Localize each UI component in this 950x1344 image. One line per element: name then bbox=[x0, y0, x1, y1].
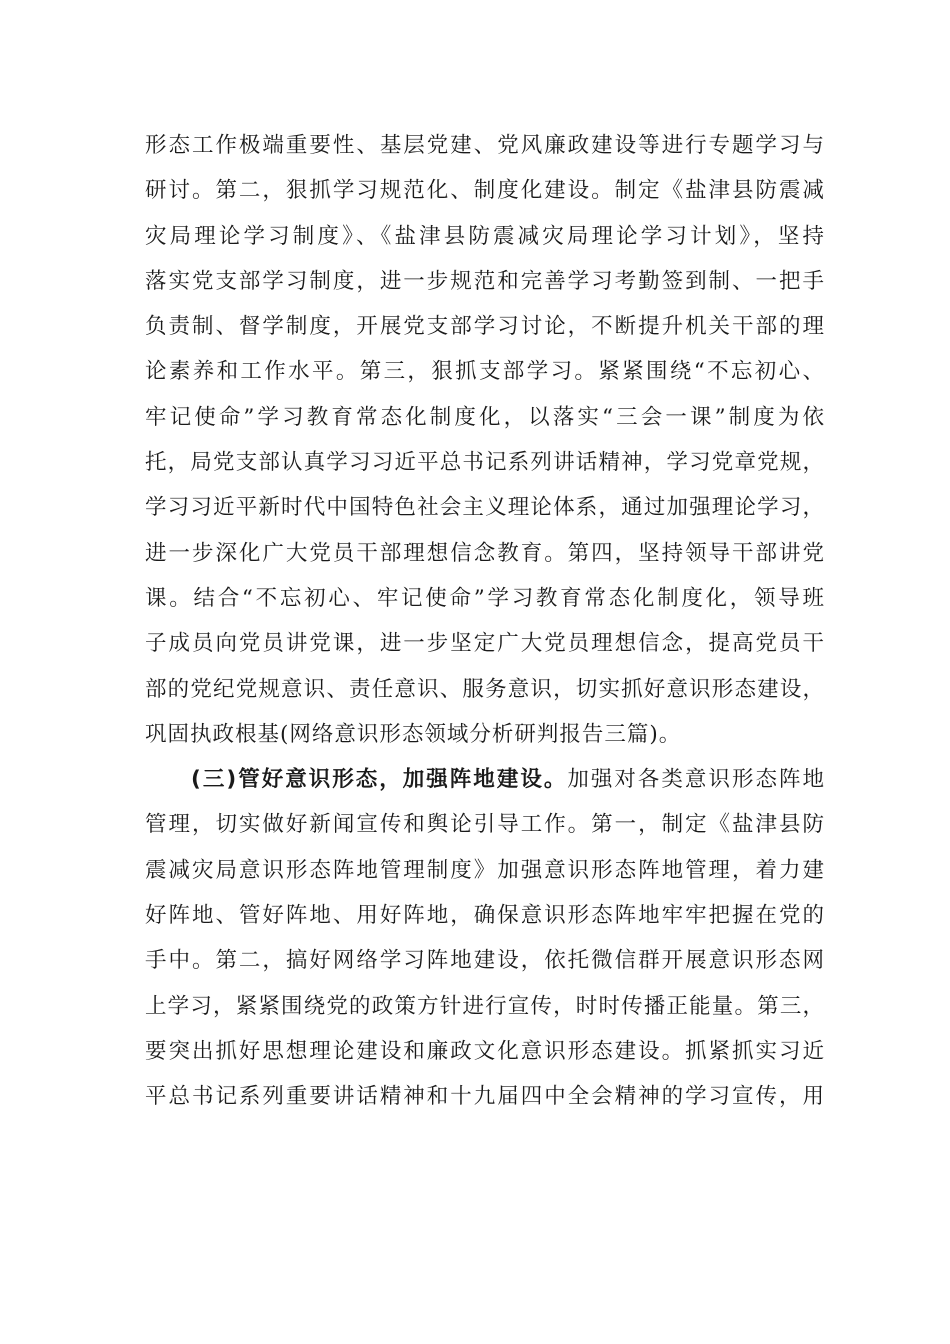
body-line: 形态工作极端重要性、基层党建、党风廉政建设等进行专题学习与 bbox=[145, 133, 825, 158]
document-body bbox=[145, 123, 825, 1120]
section-3-lead-text: 加强对各类意识形态阵地 bbox=[567, 767, 825, 793]
body-line: 部的党纪党规意识、责任意识、服务意识，切实抓好意识形态建设， bbox=[145, 676, 825, 702]
body-line: 研讨。第二，狠抓学习规范化、制度化建设。制定《盐津县防震减 bbox=[145, 178, 825, 204]
section-3-heading: (三)管好意识形态，加强阵地建设。 bbox=[191, 767, 568, 793]
body-line: 进一步深化广大党员干部理想信念教育。第四，坚持领导干部讲党 bbox=[145, 540, 825, 566]
body-line: 牢记使命”学习教育常态化制度化，以落实“三会一课”制度为依 bbox=[145, 404, 825, 430]
body-line: 子成员向党员讲党课，进一步坚定广大党员理想信念，提高党员干 bbox=[145, 631, 825, 657]
body-line: 上学习，紧紧围绕党的政策方针进行宣传，时时传播正能量。第三， bbox=[145, 993, 825, 1019]
section-3-first-line bbox=[145, 757, 825, 802]
body-line: 落实党支部学习制度，进一步规范和完善学习考勤签到制、一把手 bbox=[145, 268, 825, 294]
body-line: 论素养和工作水平。第三，狠抓支部学习。紧紧围绕“不忘初心、 bbox=[145, 359, 825, 385]
body-line: 负责制、督学制度，开展党支部学习讨论，不断提升机关干部的理 bbox=[145, 314, 825, 340]
body-line: 管理，切实做好新闻宣传和舆论引导工作。第一，制定《盐津县防 bbox=[145, 812, 825, 838]
body-line: 灾局理论学习制度》、《盐津县防震减灾局理论学习计划》，坚持 bbox=[145, 223, 825, 249]
body-line: 要突出抓好思想理论建设和廉政文化意识形态建设。抓紧抓实习近 bbox=[145, 1038, 825, 1064]
body-line: 课。结合“不忘初心、牢记使命”学习教育常态化制度化，领导班 bbox=[145, 585, 825, 611]
body-line: 巩固执政根基(网络意识形态领域分析研判报告三篇)。 bbox=[145, 721, 682, 747]
body-line: 好阵地、管好阵地、用好阵地，确保意识形态阵地牢牢把握在党的 bbox=[145, 903, 825, 929]
body-line: 震减灾局意识形态阵地管理制度》加强意识形态阵地管理，着力建 bbox=[145, 857, 825, 883]
body-line: 平总书记系列重要讲话精神和十九届四中全会精神的学习宣传，用 bbox=[145, 1084, 825, 1110]
body-line: 托，局党支部认真学习习近平总书记系列讲话精神，学习党章党规， bbox=[145, 450, 825, 476]
body-line: 手中。第二，搞好网络学习阵地建设，依托微信群开展意识形态网 bbox=[145, 948, 825, 974]
body-line: 学习习近平新时代中国特色社会主义理论体系，通过加强理论学习， bbox=[145, 495, 825, 521]
